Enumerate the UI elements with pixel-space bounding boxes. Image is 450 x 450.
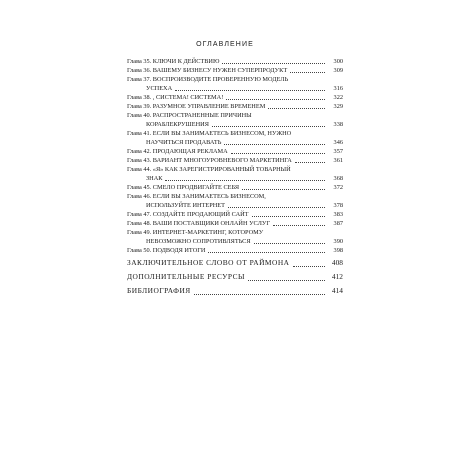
toc-page-number: 378 — [333, 202, 343, 209]
toc-entry — [127, 93, 343, 102]
dot-leader — [290, 72, 325, 73]
toc-page-number: 346 — [333, 139, 343, 146]
toc-entry — [127, 201, 343, 210]
toc-entry — [127, 156, 343, 165]
toc-entry-title: ИСПОЛЬЗУЙТЕ ИНТЕРНЕТ — [146, 202, 225, 209]
toc-page-number: 390 — [333, 238, 343, 245]
back-matter-entry — [127, 285, 343, 297]
toc-entry-title: НЕВОЗМОЖНО СОПРОТИВЛЯТЬСЯ — [146, 238, 251, 245]
dot-leader — [254, 243, 325, 244]
toc-entry — [127, 120, 343, 129]
toc-entry-title: НАУЧИТЬСЯ ПРОДАВАТЬ — [146, 139, 222, 146]
toc-entry-line: Глава 46. ЕСЛИ ВЫ ЗАНИМАЕТЕСЬ БИЗНЕСОМ, — [127, 193, 266, 200]
toc-entry-title: ЗАКЛЮЧИТЕЛЬНОЕ СЛОВО ОТ РАЙМОНА — [127, 258, 290, 267]
toc-entry — [127, 210, 343, 219]
toc-entry-title: Глава 36. ВАШЕМУ БИЗНЕСУ НУЖЕН СУПЕРПРОДУКТ — [127, 67, 288, 74]
toc-entry-title: Глава 50. ПОДВОДЯ ИТОГИ — [127, 247, 206, 254]
toc-page-number: 368 — [333, 175, 343, 182]
toc-entry-title: Глава 42. ПРОДАЮЩАЯ РЕКЛАМА — [127, 148, 228, 155]
toc-page-number: 357 — [333, 148, 343, 155]
toc-page-number: 329 — [333, 103, 343, 110]
toc-page-number: 316 — [333, 85, 343, 92]
table-of-contents — [127, 57, 343, 297]
toc-entry-title: Глава 43. ВАРИАНТ МНОГОУРОВНЕВОГО МАРКЕТИНГА — [127, 157, 292, 164]
back-matter-entry — [127, 271, 343, 283]
toc-entry — [127, 84, 343, 93]
toc-page-number: 309 — [333, 67, 343, 74]
dot-leader — [228, 207, 325, 208]
toc-page-number: 408 — [331, 258, 343, 267]
toc-page-number: 387 — [333, 220, 343, 227]
dot-leader — [212, 126, 325, 127]
toc-entry-title: Глава 47. СОЗДАЙТЕ ПРОДАЮЩИЙ САЙТ — [127, 211, 249, 218]
toc-entry-title: Глава 39. РАЗУМНОЕ УПРАВЛЕНИЕ ВРЕМЕНЕМ — [127, 103, 266, 110]
toc-entry-title: БИБЛИОГРАФИЯ — [127, 286, 191, 295]
dot-leader — [208, 252, 325, 253]
dot-leader — [231, 153, 325, 154]
dot-leader — [224, 144, 325, 145]
dot-leader — [165, 180, 325, 181]
dot-leader — [222, 63, 325, 64]
toc-entry — [127, 138, 343, 147]
toc-entry-title: Глава 35. КЛЮЧИ К ДЕЙСТВИЮ — [127, 58, 220, 65]
dot-leader — [268, 108, 325, 109]
dot-leader — [273, 225, 325, 226]
toc-page-number: 412 — [331, 272, 343, 281]
toc-entry-title: Глава 38. , СИСТЕМА! СИСТЕМА! — [127, 94, 224, 101]
toc-entry-line: Глава 41. ЕСЛИ ВЫ ЗАНИМАЕТЕСЬ БИЗНЕСОМ, НУЖНО — [127, 130, 292, 137]
toc-entry — [127, 57, 343, 66]
toc-entry-line: Глава 40. РАСПРОСТРАНЕННЫЕ ПРИЧИНЫ — [127, 112, 252, 119]
toc-page-number: 338 — [333, 121, 343, 128]
toc-entry — [127, 66, 343, 75]
toc-page-number: 300 — [333, 58, 343, 65]
toc-entry — [127, 246, 343, 255]
toc-page-number: 322 — [333, 94, 343, 101]
dot-leader — [248, 280, 325, 281]
dot-leader — [175, 90, 325, 91]
toc-page-number: 372 — [333, 184, 343, 191]
back-matter-entry — [127, 257, 343, 269]
toc-entry-title: КОРАБЛЕКРУШЕНИЯ — [146, 121, 209, 128]
toc-entry — [127, 147, 343, 156]
toc-entry — [127, 237, 343, 246]
toc-entry — [127, 183, 343, 192]
toc-entry-title: ЗНАК — [146, 175, 163, 182]
toc-entry — [127, 102, 343, 111]
toc-entry-line: Глава 37. ВОСПРОИЗВОДИТЕ ПРОВЕРЕННУЮ МОДЕЛЬ — [127, 76, 289, 83]
dot-leader — [194, 294, 325, 295]
toc-entry — [127, 174, 343, 183]
dot-leader — [295, 162, 325, 163]
toc-entry-title: ДОПОЛНИТЕЛЬНЫЕ РЕСУРСЫ — [127, 272, 245, 281]
toc-page-number: 398 — [333, 247, 343, 254]
toc-entry-line: Глава 44. «Я» КАК ЗАРЕГИСТРИРОВАННЫЙ ТОВАРНЫЙ — [127, 166, 291, 173]
toc-entry-title: УСПЕХА — [146, 85, 173, 92]
toc-entry-title: Глава 48. ВАШИ ПОСТАВЩИКИ ОНЛАЙН УСЛУГ — [127, 220, 270, 227]
dot-leader — [252, 216, 325, 217]
toc-entry-title: Глава 45. СМЕЛО ПРОДВИГАЙТЕ СЕБЯ — [127, 184, 240, 191]
dot-leader — [226, 99, 325, 100]
page-title: ОГЛАВЛЕНИЕ — [196, 41, 254, 48]
toc-page-number: 361 — [333, 157, 343, 164]
dot-leader — [293, 266, 326, 267]
toc-entry — [127, 219, 343, 228]
dot-leader — [242, 189, 325, 190]
toc-page-number: 414 — [331, 286, 343, 295]
toc-entry-line: Глава 49. ИНТЕРНЕТ-МАРКЕТИНГ, КОТОРОМУ — [127, 229, 264, 236]
toc-page-number: 383 — [333, 211, 343, 218]
